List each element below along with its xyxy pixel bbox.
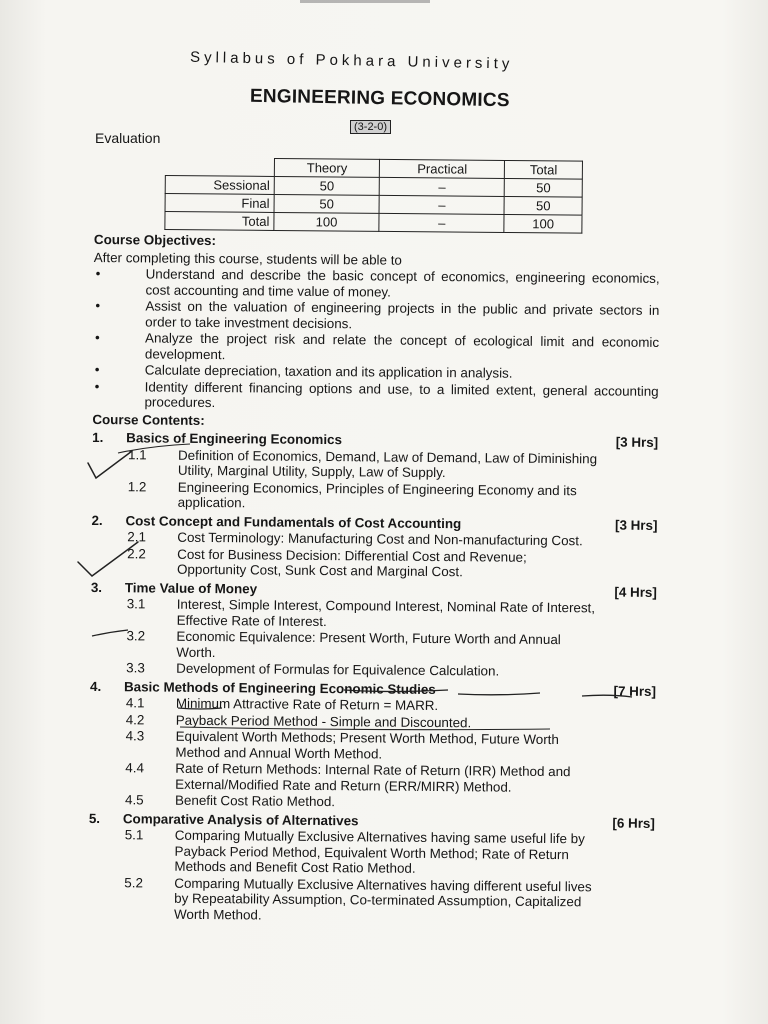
objectives-heading: Course Objectives: bbox=[93, 232, 217, 249]
subsection-text: Engineering Economics, Principles of Engineering Economy and its application. bbox=[177, 479, 577, 511]
subsection bbox=[92, 446, 658, 482]
subsection-number: 3.3 bbox=[126, 660, 145, 676]
subsection bbox=[90, 628, 656, 664]
cell-total: 50 bbox=[504, 196, 582, 215]
subsection bbox=[91, 596, 657, 632]
section-hours: [7 Hrs] bbox=[613, 683, 657, 699]
section-number: 1. bbox=[92, 429, 104, 446]
subsection-text: Cost for Business Decision: Differential Cost and Revenue; Opportunity Cost, Sunk Cost and Marginal Cost. bbox=[176, 546, 527, 580]
list-item bbox=[93, 298, 659, 334]
cell-practical: – bbox=[379, 177, 504, 196]
syllabus-body bbox=[88, 232, 660, 926]
table-row bbox=[165, 212, 582, 234]
subsection-text: Equivalent Worth Methods; Present Worth Method, Future Worth Method and Annual Worth Method. bbox=[175, 728, 559, 762]
subsection-number: 4.1 bbox=[125, 695, 145, 711]
section-number: 5. bbox=[88, 810, 101, 826]
section-number: 3. bbox=[90, 579, 103, 595]
subsection-number: 4.4 bbox=[125, 760, 145, 776]
subsection-text: Rate of Return Methods: Internal Rate of Return (IRR) Method and External/Modified Rate and Return (ERR/MIRR) Method. bbox=[175, 760, 571, 795]
bullet-icon: • bbox=[95, 266, 101, 282]
table-corner bbox=[165, 158, 274, 177]
subsection-number: 5.2 bbox=[124, 874, 144, 890]
objective-text: Identity different financing options and use, to a limited extent, general accounting procedures. bbox=[144, 378, 659, 411]
subsection-text: Economic Equivalence: Present Worth, Future Worth and Annual Worth. bbox=[176, 628, 561, 660]
subsection-text: Definition of Economics, Demand, Law of Demand, Law of Diminishing Utility, Marginal Utility, Supply, Law of Supply. bbox=[177, 447, 598, 481]
list-item bbox=[93, 330, 659, 366]
subsection-number: 1.1 bbox=[127, 446, 147, 462]
bullet-icon: • bbox=[94, 362, 100, 378]
col-theory: Theory bbox=[274, 158, 379, 177]
subsection bbox=[89, 760, 655, 796]
subsection-text: Comparing Mutually Exclusive Alternatives having same useful life by Payback Period Method, Equivalent Worth Method; Rate of Return Methods and Benefit Cost Ratio Method. bbox=[174, 827, 585, 876]
subsection-text: Cost Terminology: Manufacturing Cost and Non-manufacturing Cost. bbox=[177, 529, 583, 549]
subsection bbox=[88, 827, 654, 878]
course-title: ENGINEERING ECONOMICS bbox=[249, 85, 510, 112]
cell-practical: – bbox=[379, 195, 504, 214]
subsection-number: 3.1 bbox=[126, 596, 146, 612]
section-hours: [6 Hrs] bbox=[612, 815, 655, 831]
subsection-text: Benefit Cost Ratio Method. bbox=[174, 792, 336, 810]
row-label: Final bbox=[165, 194, 274, 213]
subsection bbox=[91, 545, 657, 581]
subsection-number: 4.3 bbox=[125, 728, 145, 744]
scan-edge-mark bbox=[300, 0, 430, 3]
credit-code: (3-2-0) bbox=[350, 120, 391, 134]
subsection-number: 2.1 bbox=[127, 529, 147, 545]
cell-total: 100 bbox=[504, 214, 582, 233]
subsection-number: 3.2 bbox=[126, 628, 146, 644]
objective-text: Analyze the project risk and relate the concept of ecological limit and economic development. bbox=[144, 330, 660, 362]
section-number: 2. bbox=[91, 512, 103, 528]
cell-theory: 50 bbox=[274, 176, 379, 195]
col-total: Total bbox=[505, 160, 583, 179]
subsection bbox=[89, 728, 655, 764]
objective-text: Assist on the valuation of engineering projects in the public and private sectors in order to take investment decisions. bbox=[145, 298, 660, 331]
subsection-number: 4.5 bbox=[124, 792, 144, 808]
subsection-text: Development of Formulas for Equivalence Calculation. bbox=[176, 660, 500, 679]
subsection-text: Comparing Mutually Exclusive Alternatives having different useful lives by Repeatability Assumption, Co-terminated Assumption, Capitalized Worth Method. bbox=[173, 875, 592, 922]
subsection-number: 5.1 bbox=[124, 827, 144, 843]
section-title: Cost Concept and Fundamentals of Cost Accounting bbox=[125, 512, 462, 531]
evaluation-table bbox=[164, 157, 583, 234]
section-hours: [3 Hrs] bbox=[615, 434, 659, 450]
cell-total: 50 bbox=[505, 178, 583, 197]
section-title: Basics of Engineering Economics bbox=[126, 430, 343, 448]
subsection-number: 2.2 bbox=[127, 545, 146, 561]
row-label: Sessional bbox=[165, 176, 274, 195]
bullet-icon: • bbox=[95, 298, 101, 314]
list-item bbox=[92, 378, 658, 414]
row-label: Total bbox=[165, 212, 274, 231]
objectives-intro: After completing this course, students will be able to bbox=[93, 249, 402, 268]
university-line: Syllabus of Pokhara University bbox=[189, 48, 514, 73]
subsection bbox=[88, 874, 654, 925]
bullet-icon: • bbox=[95, 330, 100, 346]
section-hours: [3 Hrs] bbox=[614, 517, 658, 533]
subsection-text: Payback Period Method - Simple and Discounted. bbox=[175, 712, 472, 730]
col-practical: Practical bbox=[380, 159, 505, 178]
section-title: Time Value of Money bbox=[124, 579, 258, 596]
subsection-text: Minimum Attractive Rate of Return = MARR. bbox=[175, 695, 439, 714]
list-item bbox=[93, 266, 659, 302]
subsection-text: Interest, Simple Interest, Compound Interest, Nominal Rate of Interest, Effective Rate of Interest. bbox=[176, 596, 596, 629]
contents-heading: Course Contents: bbox=[92, 411, 205, 428]
cell-theory: 100 bbox=[274, 212, 379, 231]
subsection bbox=[92, 478, 658, 514]
cell-practical: – bbox=[379, 213, 504, 232]
objective-text: Understand and describe the basic concept of economics, engineering economics, cost accounting and time value of money. bbox=[145, 266, 660, 300]
subsection-number: 4.2 bbox=[125, 711, 145, 727]
subsection-number: 1.2 bbox=[127, 478, 147, 494]
section-hours: [4 Hrs] bbox=[614, 584, 657, 600]
section-title: Basic Methods of Engineering Economic Studies bbox=[123, 678, 436, 697]
bullet-icon: • bbox=[94, 378, 100, 394]
cell-theory: 50 bbox=[274, 194, 379, 213]
section-number: 4. bbox=[89, 678, 102, 694]
objective-text: Calculate depreciation, taxation and its application in analysis. bbox=[144, 362, 513, 381]
section-title: Comparative Analysis of Alternatives bbox=[122, 810, 359, 828]
evaluation-label: Evaluation bbox=[95, 130, 161, 146]
